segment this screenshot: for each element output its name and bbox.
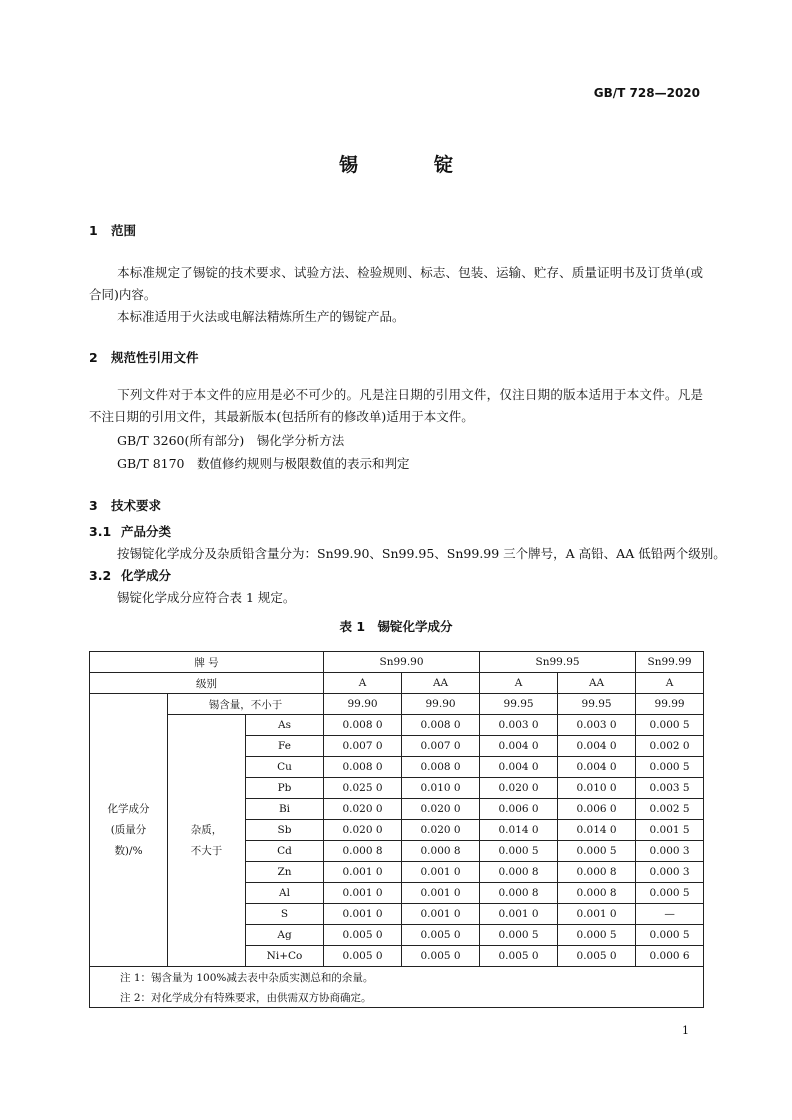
section-3-1-text: 按锡锭化学成分及杂质铅含量分为：Sn99.90、Sn99.95、Sn99.99 三个牌号，A 高铅、AA 低铅两个级别。	[117, 546, 726, 561]
document-title	[0, 150, 792, 177]
value-cell: 0.005 0	[324, 925, 402, 946]
reference-1: GB/T 3260(所有部分) 锡化学分析方法	[117, 433, 345, 448]
section-3-heading	[89, 496, 161, 514]
value-cell: 0.001 5	[636, 820, 704, 841]
note-row	[90, 967, 704, 988]
table-caption: 表 1 锡锭化学成分	[339, 619, 453, 634]
tin-content-row	[90, 694, 704, 715]
value-cell: 0.000 8	[480, 862, 558, 883]
paragraph-text: 下列文件对于本文件的应用是必不可少的。凡是注日期的引用文件，仅注日期的版本适用于本文件。凡是不注日期的引用文件，其最新版本(包括所有的修改单)适用于本文件。	[89, 387, 703, 424]
element-cell: Ag	[246, 925, 324, 946]
value-cell: 0.004 0	[558, 736, 636, 757]
label-line: 化学成分	[107, 802, 150, 815]
paragraph-text: 本标准规定了锡锭的技术要求、试验方法、检验规则、标志、包装、运输、贮存、质量证明书及订货单(或合同)内容。	[89, 265, 703, 302]
section-title: 范围	[111, 223, 137, 238]
section-title: 规范性引用文件	[111, 350, 199, 365]
value-cell: 0.000 8	[324, 841, 402, 862]
value-cell: 99.90	[324, 694, 402, 715]
value-cell: 0.001 0	[324, 883, 402, 904]
chem-composition-label	[90, 694, 168, 967]
value-cell: 99.95	[480, 694, 558, 715]
value-cell: 0.010 0	[402, 778, 480, 799]
value-cell: 0.008 0	[402, 757, 480, 778]
value-cell: 0.000 8	[558, 862, 636, 883]
section-1-paragraph-1	[89, 262, 703, 306]
element-cell: Cd	[246, 841, 324, 862]
chemical-composition-table	[89, 651, 704, 1008]
section-number: 3.1	[89, 524, 112, 539]
section-2-paragraph-1	[89, 384, 703, 428]
grade-cell: A	[480, 673, 558, 694]
element-cell: S	[246, 904, 324, 925]
brand-row	[90, 652, 704, 673]
value-cell: 0.006 0	[558, 799, 636, 820]
value-cell: 99.90	[402, 694, 480, 715]
value-cell: 0.000 8	[558, 883, 636, 904]
grade-cell: AA	[558, 673, 636, 694]
brand-cell: Sn99.95	[480, 652, 636, 673]
section-3-1-heading	[89, 522, 171, 540]
label-line: 不大于	[190, 844, 223, 857]
value-cell: 0.005 0	[324, 946, 402, 967]
standard-number: GB/T 728—2020	[593, 86, 700, 100]
value-cell: 0.000 5	[636, 883, 704, 904]
value-cell: 0.000 6	[636, 946, 704, 967]
reference-2: GB/T 8170 数值修约规则与极限数值的表示和判定	[117, 456, 410, 471]
section-number: 2	[89, 350, 98, 365]
value-cell: 0.020 0	[402, 820, 480, 841]
value-cell: 0.007 0	[324, 736, 402, 757]
value-cell: 0.000 3	[636, 862, 704, 883]
value-cell: 0.001 0	[402, 862, 480, 883]
section-1-heading	[89, 221, 136, 239]
value-cell: 99.99	[636, 694, 704, 715]
label-line: (质量分	[110, 823, 147, 836]
value-cell: 0.001 0	[480, 904, 558, 925]
value-cell: 0.004 0	[480, 736, 558, 757]
value-cell: 0.001 0	[324, 862, 402, 883]
value-cell: 0.003 0	[480, 715, 558, 736]
table-note-1: 注 1：锡含量为 100%减去表中杂质实测总和的余量。	[90, 967, 704, 988]
value-cell: 0.001 0	[558, 904, 636, 925]
grade-row	[90, 673, 704, 694]
value-cell: 0.001 0	[402, 883, 480, 904]
brand-cell: Sn99.99	[636, 652, 704, 673]
element-cell: Zn	[246, 862, 324, 883]
value-cell: 0.005 0	[402, 946, 480, 967]
label-line: 杂质，	[190, 823, 223, 836]
value-cell: 0.003 0	[558, 715, 636, 736]
brand-label: 牌 号	[90, 652, 324, 673]
value-cell: 0.007 0	[402, 736, 480, 757]
value-cell: 0.020 0	[402, 799, 480, 820]
value-cell: 0.004 0	[480, 757, 558, 778]
value-cell: —	[636, 904, 704, 925]
value-cell: 0.020 0	[480, 778, 558, 799]
value-cell: 99.95	[558, 694, 636, 715]
value-cell: 0.025 0	[324, 778, 402, 799]
value-cell: 0.020 0	[324, 820, 402, 841]
element-cell: Sb	[246, 820, 324, 841]
impurity-row	[90, 715, 704, 736]
value-cell: 0.008 0	[402, 715, 480, 736]
note-row	[90, 987, 704, 1008]
table-note-2: 注 2：对化学成分有特殊要求，由供需双方协商确定。	[90, 987, 704, 1008]
value-cell: 0.000 3	[636, 841, 704, 862]
section-3-2-text: 锡锭化学成分应符合表 1 规定。	[117, 590, 296, 605]
section-title: 产品分类	[121, 524, 172, 539]
value-cell: 0.002 0	[636, 736, 704, 757]
value-cell: 0.000 5	[558, 925, 636, 946]
element-cell: Fe	[246, 736, 324, 757]
value-cell: 0.000 5	[480, 841, 558, 862]
value-cell: 0.005 0	[480, 946, 558, 967]
value-cell: 0.000 5	[558, 841, 636, 862]
grade-label: 级别	[90, 673, 324, 694]
value-cell: 0.008 0	[324, 715, 402, 736]
element-cell: Ni+Co	[246, 946, 324, 967]
element-cell: Bi	[246, 799, 324, 820]
value-cell: 0.004 0	[558, 757, 636, 778]
value-cell: 0.014 0	[558, 820, 636, 841]
section-number: 3	[89, 498, 98, 513]
section-1-paragraph-2: 本标准适用于火法或电解法精炼所生产的锡锭产品。	[117, 309, 405, 324]
value-cell: 0.000 5	[636, 925, 704, 946]
value-cell: 0.008 0	[324, 757, 402, 778]
value-cell: 0.000 8	[402, 841, 480, 862]
grade-cell: A	[636, 673, 704, 694]
value-cell: 0.000 5	[636, 757, 704, 778]
value-cell: 0.001 0	[324, 904, 402, 925]
value-cell: 0.000 8	[480, 883, 558, 904]
value-cell: 0.000 5	[480, 925, 558, 946]
section-number: 1	[89, 223, 98, 238]
element-cell: Pb	[246, 778, 324, 799]
label-line: 数)/%	[114, 844, 143, 857]
value-cell: 0.000 5	[636, 715, 704, 736]
value-cell: 0.002 5	[636, 799, 704, 820]
section-number: 3.2	[89, 568, 112, 583]
grade-cell: A	[324, 673, 402, 694]
value-cell: 0.014 0	[480, 820, 558, 841]
value-cell: 0.001 0	[402, 904, 480, 925]
grade-cell: AA	[402, 673, 480, 694]
element-cell: As	[246, 715, 324, 736]
value-cell: 0.006 0	[480, 799, 558, 820]
value-cell: 0.005 0	[558, 946, 636, 967]
impurity-label	[168, 715, 246, 967]
value-cell: 0.010 0	[558, 778, 636, 799]
value-cell: 0.020 0	[324, 799, 402, 820]
element-cell: Cu	[246, 757, 324, 778]
brand-cell: Sn99.90	[324, 652, 480, 673]
section-title: 技术要求	[111, 498, 162, 513]
title-char-2: 锭	[434, 154, 454, 176]
title-char-1: 锡	[338, 154, 358, 176]
section-3-2-heading	[89, 566, 171, 584]
section-2-heading	[89, 348, 199, 366]
element-cell: Al	[246, 883, 324, 904]
section-title: 化学成分	[121, 568, 172, 583]
value-cell: 0.003 5	[636, 778, 704, 799]
page-number: 1	[682, 1024, 689, 1037]
tin-content-label: 锡含量，不小于	[168, 694, 324, 715]
value-cell: 0.005 0	[402, 925, 480, 946]
